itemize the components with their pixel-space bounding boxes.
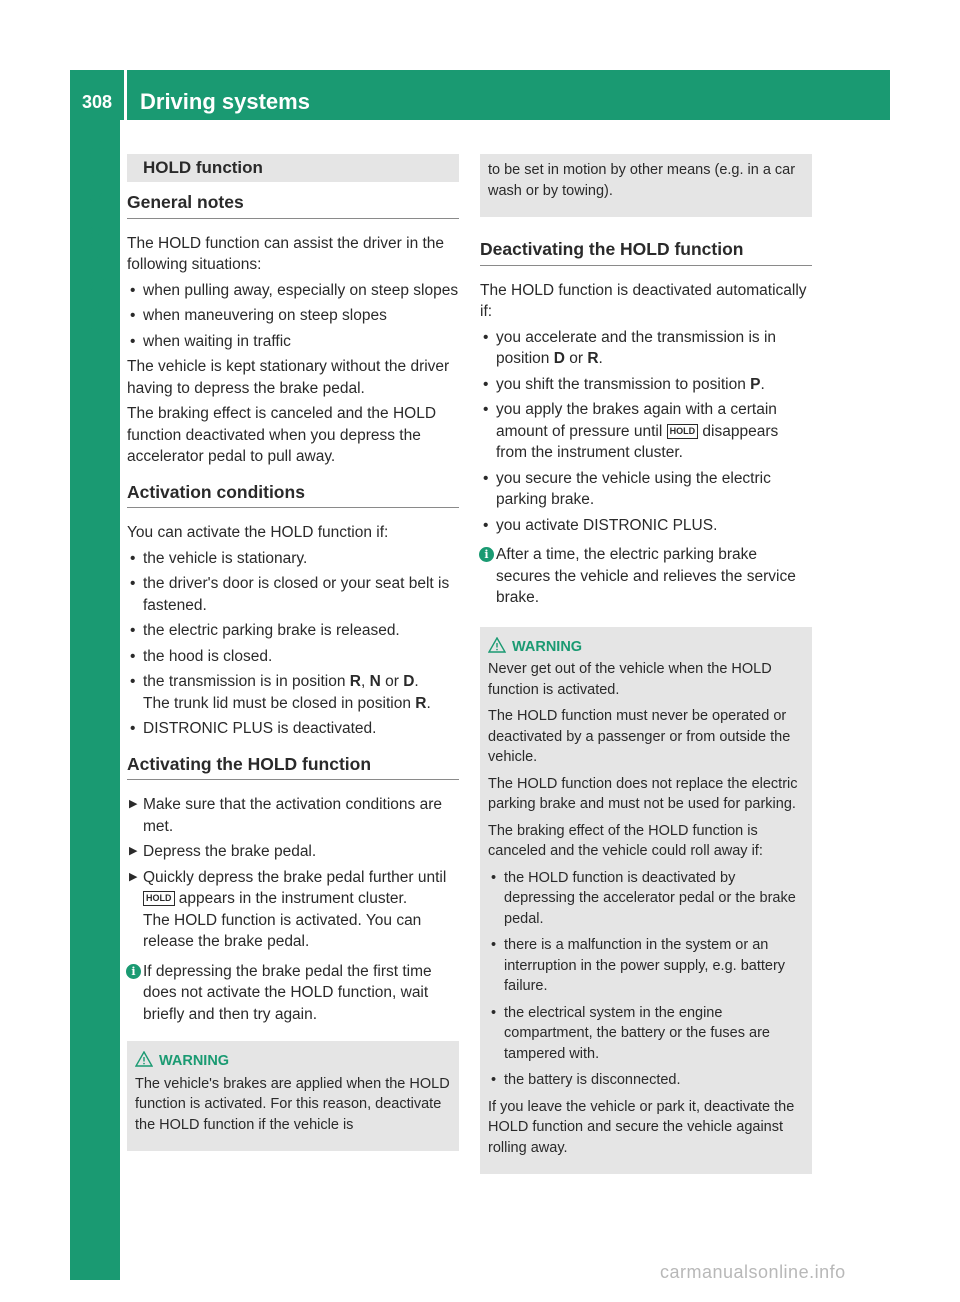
heading-activation-conditions: Activation conditions	[127, 482, 459, 509]
page-number: 308	[81, 92, 113, 112]
bullet-list	[127, 548, 459, 740]
list-item: • the vehicle is stationary.	[127, 548, 459, 570]
info-note: i If depressing the brake pedal the first time does not activate the HOLD function, wait briefly and then try again.	[127, 961, 459, 1026]
left-column	[127, 154, 459, 1151]
hold-indicator-icon: HOLD	[143, 891, 175, 906]
list-item: • the electrical system in the engine compartment, the battery or the fuses are tampered with.	[488, 1003, 804, 1065]
warning-title: WARNING	[159, 1053, 230, 1069]
info-icon: i	[126, 964, 141, 979]
list-item: • when maneuvering on steep slopes	[127, 305, 459, 327]
list-item: • you apply the brakes again with a certain amount of pressure until HOLD disappears from the instrument cluster.	[480, 399, 812, 464]
section-title: HOLD function	[127, 154, 459, 182]
warning-box-continued	[480, 154, 812, 217]
list-item: • the electric parking brake is released.	[127, 620, 459, 642]
warning-text: The vehicle's brakes are applied when the HOLD function is activated. For this reason, deactivate the HOLD function if the vehicle is	[135, 1075, 450, 1133]
warning-title: WARNING	[512, 638, 583, 655]
list-item: • when waiting in traffic	[127, 331, 459, 353]
info-icon: i	[479, 547, 494, 562]
list-item: • when pulling away, especially on steep slopes	[127, 280, 459, 302]
list-item: • the HOLD function is deactivated by depressing the accelerator pedal or the brake pedal.	[488, 868, 804, 930]
list-item: • you accelerate and the transmission is in position D or R.	[480, 327, 812, 370]
right-column	[480, 154, 812, 1174]
bullet-list	[127, 280, 459, 353]
list-item: • there is a malfunction in the system or an interruption in the power supply, e.g. battery failure.	[488, 935, 804, 997]
paragraph: You can activate the HOLD function if:	[127, 524, 389, 541]
paragraph: The HOLD function can assist the driver in the following situations:	[127, 234, 445, 273]
heading-deactivating: Deactivating the HOLD function	[480, 239, 812, 266]
warning-text: If you leave the vehicle or park it, deactivate the HOLD function and secure the vehicle against rolling away.	[488, 1098, 795, 1156]
warning-triangle-icon	[488, 637, 506, 653]
chapter-title: Driving systems	[140, 89, 310, 114]
list-item: • you activate DISTRONIC PLUS.	[480, 515, 812, 537]
paragraph: The braking effect is canceled and the HOLD function deactivated when you depress the accelerator pedal to pull away.	[127, 405, 437, 465]
watermark: carmanualsonline.info	[660, 1262, 846, 1282]
bullet-list	[488, 868, 804, 1091]
step-list	[127, 794, 459, 953]
list-item: • DISTRONIC PLUS is deactivated.	[127, 718, 459, 740]
info-note: i After a time, the electric parking brake secures the vehicle and relieves the service brake.	[480, 544, 812, 609]
heading-activating: Activating the HOLD function	[127, 754, 459, 781]
warning-text: Never get out of the vehicle when the HOLD function is activated.	[488, 661, 772, 698]
list-item: • you secure the vehicle using the electric parking brake.	[480, 468, 812, 511]
bullet-list	[480, 327, 812, 537]
list-item: • the battery is disconnected.	[488, 1070, 804, 1091]
hold-indicator-icon: HOLD	[667, 424, 699, 439]
step-item: ▶ Depress the brake pedal.	[127, 841, 459, 863]
warning-box	[127, 1041, 459, 1151]
warning-triangle-icon	[135, 1051, 153, 1067]
side-tab-label: Driving and parking	[82, 136, 107, 344]
warning-text: The braking effect of the HOLD function is canceled and the vehicle could roll away if:	[488, 822, 763, 859]
warning-text: The HOLD function must never be operated or deactivated by a passenger or from outside the vehicle.	[488, 708, 791, 765]
list-item: • the transmission is in position R, N or D. The trunk lid must be closed in position R.	[127, 671, 459, 714]
warning-text: to be set in motion by other means (e.g. in a car wash or by towing).	[488, 162, 796, 199]
list-item: • the driver's door is closed or your seat belt is fastened.	[127, 573, 459, 616]
warning-text: The HOLD function does not replace the electric parking brake and must not be used for parking.	[488, 775, 798, 812]
header-separator	[124, 70, 127, 120]
heading-general-notes: General notes	[127, 192, 459, 219]
list-item: • you shift the transmission to position P.	[480, 374, 812, 396]
step-item: ▶ Quickly depress the brake pedal further until HOLD appears in the instrument cluster. The HOLD function is activated. You can release the brake pedal.	[127, 867, 459, 953]
warning-box	[480, 627, 812, 1175]
step-item: ▶ Make sure that the activation conditions are met.	[127, 794, 459, 837]
paragraph: The vehicle is kept stationary without the driver having to depress the brake pedal.	[127, 358, 450, 397]
paragraph: The HOLD function is deactivated automatically if:	[480, 281, 807, 320]
list-item: • the hood is closed.	[127, 646, 459, 668]
